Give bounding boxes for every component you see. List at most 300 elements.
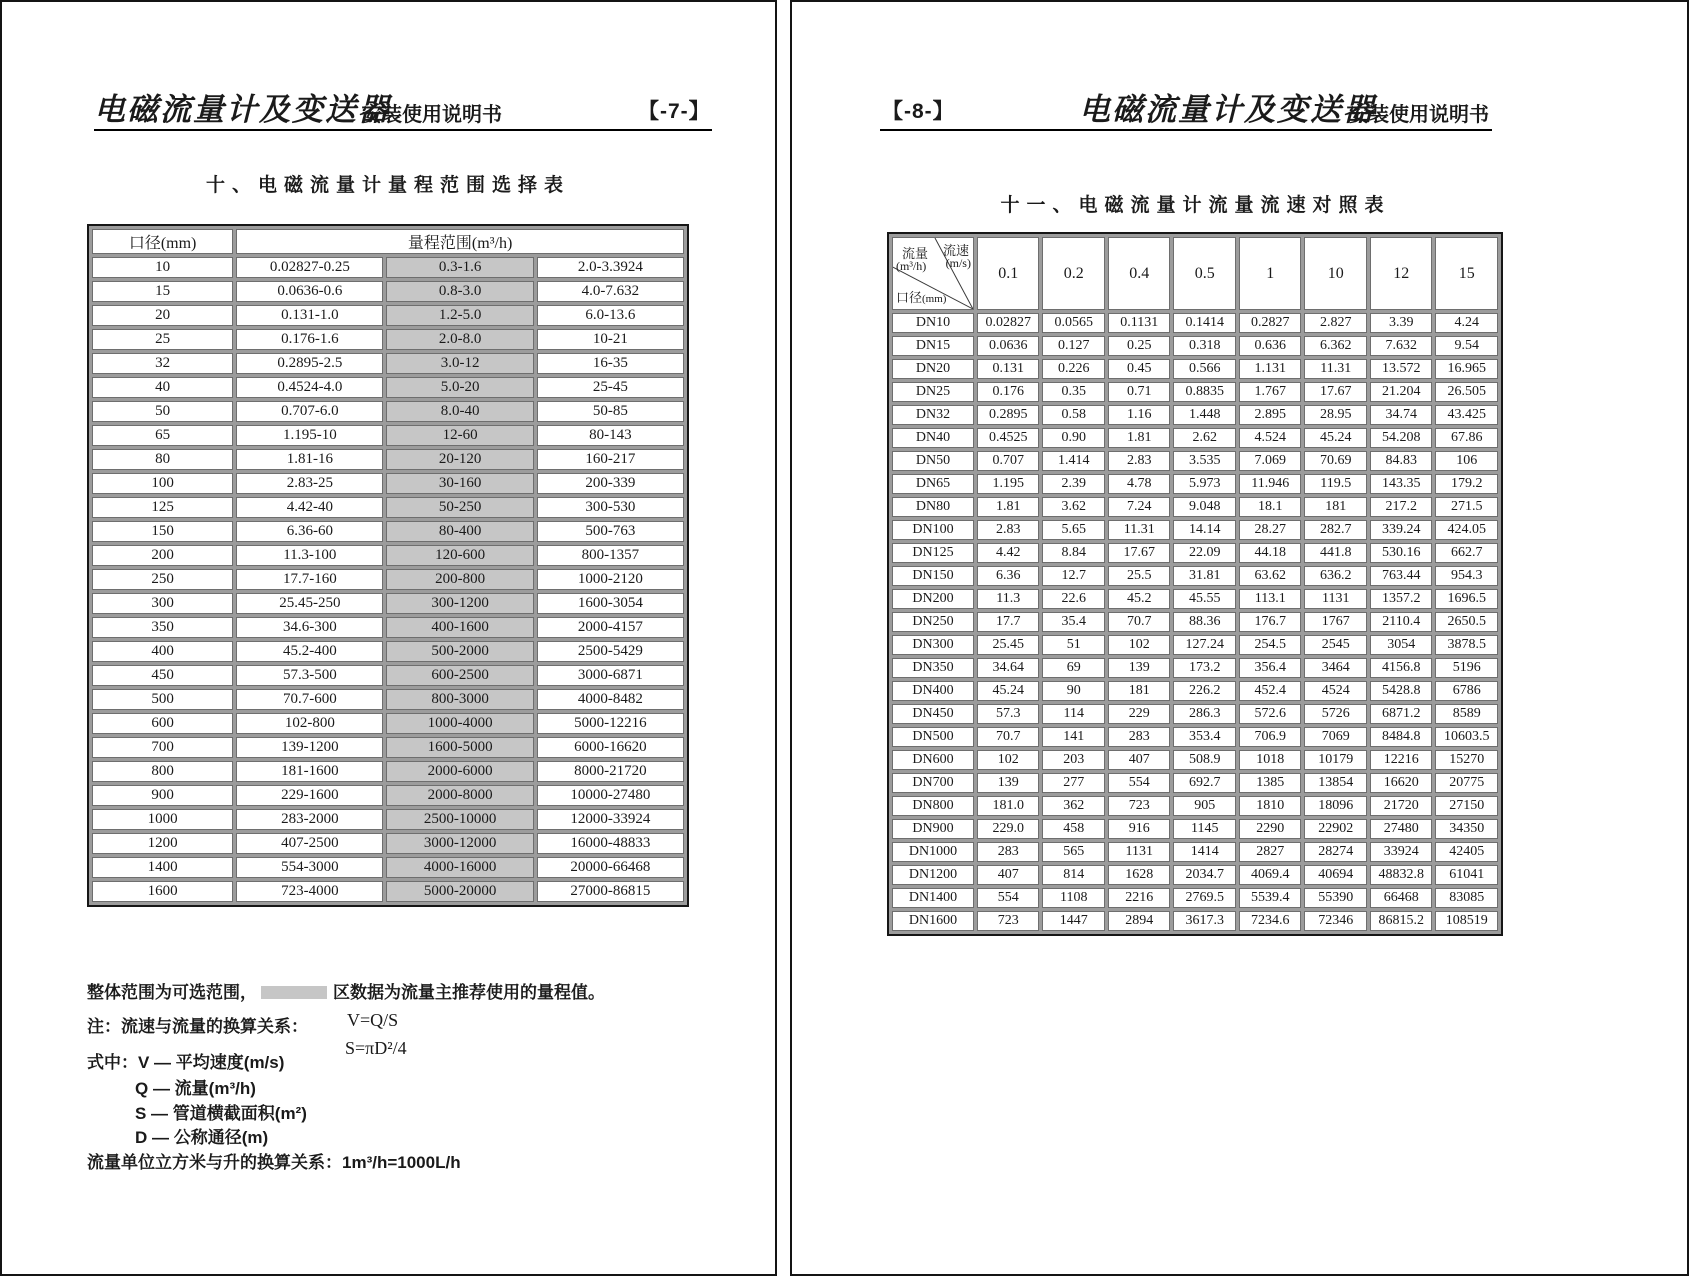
flow-value-cell: 90 xyxy=(1042,681,1105,701)
table-header-row xyxy=(92,229,684,254)
flow-value-cell: 11.3 xyxy=(977,589,1040,609)
diameter-cell: 20 xyxy=(92,305,233,326)
range-cell: 229-1600 xyxy=(236,785,383,806)
flow-value-cell: 34350 xyxy=(1435,819,1498,839)
table-row xyxy=(92,737,684,758)
diameter-cell: 450 xyxy=(92,665,233,686)
flow-value-cell: 176.7 xyxy=(1239,612,1302,632)
flow-value-cell: 0.1131 xyxy=(1108,313,1171,333)
flow-value-cell: 179.2 xyxy=(1435,474,1498,494)
range-cell: 300-1200 xyxy=(386,593,533,614)
flow-value-cell: 229 xyxy=(1108,704,1171,724)
table-row xyxy=(892,359,1498,379)
range-cell: 3.0-12 xyxy=(386,353,533,374)
flow-value-cell: 2216 xyxy=(1108,888,1171,908)
diameter-cell: 125 xyxy=(92,497,233,518)
flow-value-cell: 458 xyxy=(1042,819,1105,839)
range-cell: 0.176-1.6 xyxy=(236,329,383,350)
range-cell: 2.83-25 xyxy=(236,473,383,494)
table-row xyxy=(92,401,684,422)
range-cell: 25-45 xyxy=(537,377,684,398)
corner-velocity-label: 流速 xyxy=(942,243,969,258)
table-row xyxy=(892,888,1498,908)
diameter-cell: 200 xyxy=(92,545,233,566)
range-cell: 800-3000 xyxy=(386,689,533,710)
velocity-column-header: 10 xyxy=(1304,237,1367,310)
flow-value-cell: 0.8835 xyxy=(1173,382,1236,402)
range-cell: 300-530 xyxy=(537,497,684,518)
dn-size-cell: DN32 xyxy=(892,405,974,425)
table-row xyxy=(892,497,1498,517)
flow-value-cell: 84.83 xyxy=(1370,451,1433,471)
flow-value-cell: 0.566 xyxy=(1173,359,1236,379)
flow-value-cell: 763.44 xyxy=(1370,566,1433,586)
flow-value-cell: 441.8 xyxy=(1304,543,1367,563)
page-8 xyxy=(790,0,1689,1276)
flow-value-cell: 11.31 xyxy=(1108,520,1171,540)
flow-value-cell: 72346 xyxy=(1304,911,1367,931)
range-cell: 57.3-500 xyxy=(236,665,383,686)
corner-velocity-unit: (m/s) xyxy=(945,256,971,270)
diameter-cell: 250 xyxy=(92,569,233,590)
flow-value-cell: 21720 xyxy=(1370,796,1433,816)
flow-value-cell: 45.24 xyxy=(1304,428,1367,448)
flow-value-cell: 565 xyxy=(1042,842,1105,862)
diameter-cell: 400 xyxy=(92,641,233,662)
flow-value-cell: 139 xyxy=(1108,658,1171,678)
flow-value-cell: 2.39 xyxy=(1042,474,1105,494)
flow-value-cell: 636.2 xyxy=(1304,566,1367,586)
flow-value-cell: 27480 xyxy=(1370,819,1433,839)
diameter-cell: 10 xyxy=(92,257,233,278)
flow-value-cell: 2.83 xyxy=(977,520,1040,540)
range-cell: 1000-4000 xyxy=(386,713,533,734)
flow-value-cell: 20775 xyxy=(1435,773,1498,793)
flow-value-cell: 44.18 xyxy=(1239,543,1302,563)
table-row xyxy=(92,257,684,278)
flow-value-cell: 45.55 xyxy=(1173,589,1236,609)
range-cell: 5.0-20 xyxy=(386,377,533,398)
velocity-column-header: 1 xyxy=(1239,237,1302,310)
flow-value-cell: 0.226 xyxy=(1042,359,1105,379)
flow-value-cell: 452.4 xyxy=(1239,681,1302,701)
flow-value-cell: 6.36 xyxy=(977,566,1040,586)
flow-value-cell: 271.5 xyxy=(1435,497,1498,517)
velocity-column-header: 0.5 xyxy=(1173,237,1236,310)
flow-value-cell: 143.35 xyxy=(1370,474,1433,494)
flow-value-cell: 26.505 xyxy=(1435,382,1498,402)
flow-value-cell: 5196 xyxy=(1435,658,1498,678)
flow-value-cell: 1696.5 xyxy=(1435,589,1498,609)
range-cell: 1.2-5.0 xyxy=(386,305,533,326)
range-cell: 12-60 xyxy=(386,425,533,446)
flow-value-cell: 10603.5 xyxy=(1435,727,1498,747)
table-row xyxy=(92,617,684,638)
table-row xyxy=(892,382,1498,402)
flow-value-cell: 0.318 xyxy=(1173,336,1236,356)
flow-value-cell: 6.362 xyxy=(1304,336,1367,356)
range-cell: 554-3000 xyxy=(236,857,383,878)
flow-value-cell: 173.2 xyxy=(1173,658,1236,678)
flow-value-cell: 226.2 xyxy=(1173,681,1236,701)
flow-value-cell: 45.24 xyxy=(977,681,1040,701)
flow-value-cell: 2034.7 xyxy=(1173,865,1236,885)
table-row xyxy=(892,773,1498,793)
flow-value-cell: 28.27 xyxy=(1239,520,1302,540)
dn-size-cell: DN700 xyxy=(892,773,974,793)
range-cell: 500-2000 xyxy=(386,641,533,662)
range-table-body xyxy=(92,257,684,902)
dn-size-cell: DN350 xyxy=(892,658,974,678)
legend-text-post: 区数据为流量主推荐使用的量程值。 xyxy=(333,983,605,1002)
diameter-cell: 1000 xyxy=(92,809,233,830)
flow-value-cell: 5726 xyxy=(1304,704,1367,724)
flow-value-cell: 3.62 xyxy=(1042,497,1105,517)
range-selection-table xyxy=(87,224,689,907)
flow-value-cell: 916 xyxy=(1108,819,1171,839)
flow-value-cell: 1628 xyxy=(1108,865,1171,885)
velocity-column-header: 0.2 xyxy=(1042,237,1105,310)
flow-value-cell: 69 xyxy=(1042,658,1105,678)
flow-value-cell: 362 xyxy=(1042,796,1105,816)
table-row xyxy=(92,689,684,710)
table-row xyxy=(892,474,1498,494)
range-cell: 6.0-13.6 xyxy=(537,305,684,326)
flow-value-cell: 217.2 xyxy=(1370,497,1433,517)
range-column-header: 量程范围(m³/h) xyxy=(236,229,684,254)
dn-size-cell: DN50 xyxy=(892,451,974,471)
flow-value-cell: 27150 xyxy=(1435,796,1498,816)
velocity-header-row xyxy=(892,237,1498,310)
flow-value-cell: 181 xyxy=(1108,681,1171,701)
range-cell: 1600-3054 xyxy=(537,593,684,614)
range-cell: 1.195-10 xyxy=(236,425,383,446)
dn-size-cell: DN1000 xyxy=(892,842,974,862)
flow-value-cell: 282.7 xyxy=(1304,520,1367,540)
flow-value-cell: 0.127 xyxy=(1042,336,1105,356)
flow-value-cell: 283 xyxy=(977,842,1040,862)
range-cell: 50-250 xyxy=(386,497,533,518)
flow-value-cell: 356.4 xyxy=(1239,658,1302,678)
table-row xyxy=(92,449,684,470)
conversion-note-label: 注：流速与流量的换算关系： xyxy=(87,1017,308,1036)
dn-size-cell: DN15 xyxy=(892,336,974,356)
diameter-cell: 1200 xyxy=(92,833,233,854)
velocity-column-header: 0.1 xyxy=(977,237,1040,310)
flow-value-cell: 203 xyxy=(1042,750,1105,770)
table-row xyxy=(92,833,684,854)
flow-value-cell: 42405 xyxy=(1435,842,1498,862)
table-row xyxy=(92,281,684,302)
flow-value-cell: 9.048 xyxy=(1173,497,1236,517)
header-rule xyxy=(880,129,1492,131)
flow-value-cell: 1.767 xyxy=(1239,382,1302,402)
range-cell: 102-800 xyxy=(236,713,383,734)
recommended-swatch xyxy=(261,986,327,999)
range-cell: 0.4524-4.0 xyxy=(236,377,383,398)
flow-value-cell: 66468 xyxy=(1370,888,1433,908)
flow-value-cell: 1.414 xyxy=(1042,451,1105,471)
table-row xyxy=(892,865,1498,885)
flow-value-cell: 0.25 xyxy=(1108,336,1171,356)
flow-value-cell: 22.09 xyxy=(1173,543,1236,563)
flow-value-cell: 83085 xyxy=(1435,888,1498,908)
table-row xyxy=(892,566,1498,586)
range-cell: 10000-27480 xyxy=(537,785,684,806)
flow-value-cell: 35.4 xyxy=(1042,612,1105,632)
flow-value-cell: 106 xyxy=(1435,451,1498,471)
flow-value-cell: 3.39 xyxy=(1370,313,1433,333)
velocity-column-header: 12 xyxy=(1370,237,1433,310)
table-row xyxy=(92,425,684,446)
range-cell: 2500-5429 xyxy=(537,641,684,662)
section-title: 十一、电磁流量计流量流速对照表 xyxy=(1000,195,1391,216)
table-row xyxy=(92,593,684,614)
flow-value-cell: 1.81 xyxy=(1108,428,1171,448)
flow-value-cell: 3464 xyxy=(1304,658,1367,678)
page-number: 【-8-】 xyxy=(882,100,955,123)
flow-value-cell: 48832.8 xyxy=(1370,865,1433,885)
table-row xyxy=(892,313,1498,333)
range-cell: 17.7-160 xyxy=(236,569,383,590)
flow-value-cell: 283 xyxy=(1108,727,1171,747)
flow-value-cell: 2.62 xyxy=(1173,428,1236,448)
range-cell: 800-1357 xyxy=(537,545,684,566)
range-cell: 160-217 xyxy=(537,449,684,470)
where-d-line: D — 公称通径(m) xyxy=(135,1128,269,1147)
flow-value-cell: 572.6 xyxy=(1239,704,1302,724)
flow-value-cell: 12.7 xyxy=(1042,566,1105,586)
flow-value-cell: 0.02827 xyxy=(977,313,1040,333)
flow-value-cell: 102 xyxy=(1108,635,1171,655)
flow-value-cell: 63.62 xyxy=(1239,566,1302,586)
dn-size-cell: DN600 xyxy=(892,750,974,770)
range-cell: 0.3-1.6 xyxy=(386,257,533,278)
dn-size-cell: DN200 xyxy=(892,589,974,609)
flow-value-cell: 0.4525 xyxy=(977,428,1040,448)
table-row xyxy=(892,681,1498,701)
flow-value-cell: 2827 xyxy=(1239,842,1302,862)
flow-value-cell: 86815.2 xyxy=(1370,911,1433,931)
diameter-cell: 900 xyxy=(92,785,233,806)
diameter-cell: 500 xyxy=(92,689,233,710)
diameter-cell: 150 xyxy=(92,521,233,542)
table-row xyxy=(92,665,684,686)
flow-value-cell: 34.64 xyxy=(977,658,1040,678)
range-cell: 139-1200 xyxy=(236,737,383,758)
flow-value-cell: 70.7 xyxy=(977,727,1040,747)
flow-value-cell: 102 xyxy=(977,750,1040,770)
range-cell: 45.2-400 xyxy=(236,641,383,662)
flow-value-cell: 67.86 xyxy=(1435,428,1498,448)
table-row xyxy=(892,405,1498,425)
flow-value-cell: 119.5 xyxy=(1304,474,1367,494)
flow-value-cell: 3878.5 xyxy=(1435,635,1498,655)
manual-subtitle: 安装使用说明书 xyxy=(362,104,502,126)
flow-value-cell: 33924 xyxy=(1370,842,1433,862)
range-cell: 181-1600 xyxy=(236,761,383,782)
range-cell: 25.45-250 xyxy=(236,593,383,614)
diameter-cell: 350 xyxy=(92,617,233,638)
range-cell: 8.0-40 xyxy=(386,401,533,422)
brand-title: 电磁流量计及变送器 xyxy=(94,92,391,127)
diameter-cell: 700 xyxy=(92,737,233,758)
table-row xyxy=(892,635,1498,655)
range-cell: 0.0636-0.6 xyxy=(236,281,383,302)
flow-value-cell: 7.24 xyxy=(1108,497,1171,517)
flow-value-cell: 1.448 xyxy=(1173,405,1236,425)
flow-value-cell: 3617.3 xyxy=(1173,911,1236,931)
range-cell: 0.02827-0.25 xyxy=(236,257,383,278)
flow-value-cell: 1414 xyxy=(1173,842,1236,862)
table-row xyxy=(892,612,1498,632)
flow-value-cell: 2290 xyxy=(1239,819,1302,839)
flow-value-cell: 18.1 xyxy=(1239,497,1302,517)
range-cell: 6.36-60 xyxy=(236,521,383,542)
flow-value-cell: 2769.5 xyxy=(1173,888,1236,908)
table-row xyxy=(92,881,684,902)
flow-value-cell: 5428.8 xyxy=(1370,681,1433,701)
flow-value-cell: 424.05 xyxy=(1435,520,1498,540)
flow-value-cell: 1018 xyxy=(1239,750,1302,770)
range-cell: 0.2895-2.5 xyxy=(236,353,383,374)
table-row xyxy=(92,713,684,734)
flow-value-cell: 662.7 xyxy=(1435,543,1498,563)
dn-size-cell: DN80 xyxy=(892,497,974,517)
flow-value-cell: 0.2895 xyxy=(977,405,1040,425)
flow-velocity-table xyxy=(887,232,1503,936)
flow-value-cell: 8589 xyxy=(1435,704,1498,724)
diagonal-corner-cell xyxy=(892,237,974,310)
range-cell: 70.7-600 xyxy=(236,689,383,710)
flow-value-cell: 0.636 xyxy=(1239,336,1302,356)
table-row xyxy=(92,473,684,494)
flow-value-cell: 723 xyxy=(1108,796,1171,816)
diameter-cell: 32 xyxy=(92,353,233,374)
table-row xyxy=(892,796,1498,816)
flow-value-cell: 0.71 xyxy=(1108,382,1171,402)
table-row xyxy=(892,658,1498,678)
table-row xyxy=(892,520,1498,540)
flow-value-cell: 13854 xyxy=(1304,773,1367,793)
range-cell: 2000-8000 xyxy=(386,785,533,806)
flow-value-cell: 1108 xyxy=(1042,888,1105,908)
table-row xyxy=(892,704,1498,724)
dn-size-cell: DN65 xyxy=(892,474,974,494)
range-cell: 3000-12000 xyxy=(386,833,533,854)
flow-value-cell: 54.208 xyxy=(1370,428,1433,448)
dn-size-cell: DN150 xyxy=(892,566,974,586)
table-row xyxy=(92,545,684,566)
flow-value-cell: 61041 xyxy=(1435,865,1498,885)
flow-value-cell: 5539.4 xyxy=(1239,888,1302,908)
table-row xyxy=(892,589,1498,609)
range-cell: 12000-33924 xyxy=(537,809,684,830)
dn-size-cell: DN1600 xyxy=(892,911,974,931)
range-cell: 20-120 xyxy=(386,449,533,470)
corner-flow-label: 流量 xyxy=(902,246,929,261)
table-row xyxy=(92,521,684,542)
flow-value-cell: 10179 xyxy=(1304,750,1367,770)
flow-value-cell: 88.36 xyxy=(1173,612,1236,632)
table-row xyxy=(892,428,1498,448)
dn-size-cell: DN450 xyxy=(892,704,974,724)
table-row xyxy=(92,377,684,398)
diameter-cell: 65 xyxy=(92,425,233,446)
header-rule xyxy=(94,129,712,131)
table-row xyxy=(892,911,1498,931)
diameter-cell: 15 xyxy=(92,281,233,302)
legend-note xyxy=(87,978,605,1003)
flow-value-cell: 70.7 xyxy=(1108,612,1171,632)
table-row xyxy=(92,785,684,806)
dn-size-cell: DN25 xyxy=(892,382,974,402)
flow-value-cell: 1.195 xyxy=(977,474,1040,494)
flow-velocity-table-body xyxy=(892,313,1498,931)
flow-value-cell: 6871.2 xyxy=(1370,704,1433,724)
flow-value-cell: 11.946 xyxy=(1239,474,1302,494)
flow-value-cell: 4156.8 xyxy=(1370,658,1433,678)
range-cell: 16000-48833 xyxy=(537,833,684,854)
range-cell: 2.0-3.3924 xyxy=(537,257,684,278)
flow-value-cell: 814 xyxy=(1042,865,1105,885)
dn-size-cell: DN800 xyxy=(892,796,974,816)
table-row xyxy=(92,641,684,662)
flow-value-cell: 1447 xyxy=(1042,911,1105,931)
flow-value-cell: 2110.4 xyxy=(1370,612,1433,632)
diameter-column-header: 口径(mm) xyxy=(92,229,233,254)
diameter-cell: 100 xyxy=(92,473,233,494)
range-cell: 27000-86815 xyxy=(537,881,684,902)
table-row xyxy=(92,761,684,782)
range-cell: 20000-66468 xyxy=(537,857,684,878)
dn-size-cell: DN20 xyxy=(892,359,974,379)
flow-value-cell: 954.3 xyxy=(1435,566,1498,586)
flow-value-cell: 0.0636 xyxy=(977,336,1040,356)
flow-value-cell: 57.3 xyxy=(977,704,1040,724)
flow-value-cell: 4524 xyxy=(1304,681,1367,701)
table-row xyxy=(892,727,1498,747)
diameter-cell: 50 xyxy=(92,401,233,422)
flow-value-cell: 1131 xyxy=(1304,589,1367,609)
range-cell: 5000-12216 xyxy=(537,713,684,734)
table-row xyxy=(92,305,684,326)
diameter-cell: 300 xyxy=(92,593,233,614)
range-cell: 5000-20000 xyxy=(386,881,533,902)
table-row xyxy=(892,842,1498,862)
flow-value-cell: 1767 xyxy=(1304,612,1367,632)
flow-value-cell: 1145 xyxy=(1173,819,1236,839)
flow-value-cell: 25.5 xyxy=(1108,566,1171,586)
range-cell: 3000-6871 xyxy=(537,665,684,686)
diameter-cell: 40 xyxy=(92,377,233,398)
flow-value-cell: 905 xyxy=(1173,796,1236,816)
velocity-column-header: 0.4 xyxy=(1108,237,1171,310)
dn-size-cell: DN10 xyxy=(892,313,974,333)
flow-value-cell: 127.24 xyxy=(1173,635,1236,655)
diameter-cell: 600 xyxy=(92,713,233,734)
flow-value-cell: 0.58 xyxy=(1042,405,1105,425)
flow-value-cell: 21.204 xyxy=(1370,382,1433,402)
flow-value-cell: 4069.4 xyxy=(1239,865,1302,885)
range-cell: 400-1600 xyxy=(386,617,533,638)
flow-value-cell: 70.69 xyxy=(1304,451,1367,471)
flow-value-cell: 43.425 xyxy=(1435,405,1498,425)
formula-s: S=πD²/4 xyxy=(345,1038,407,1058)
flow-value-cell: 2650.5 xyxy=(1435,612,1498,632)
flow-value-cell: 8484.8 xyxy=(1370,727,1433,747)
range-cell: 120-600 xyxy=(386,545,533,566)
